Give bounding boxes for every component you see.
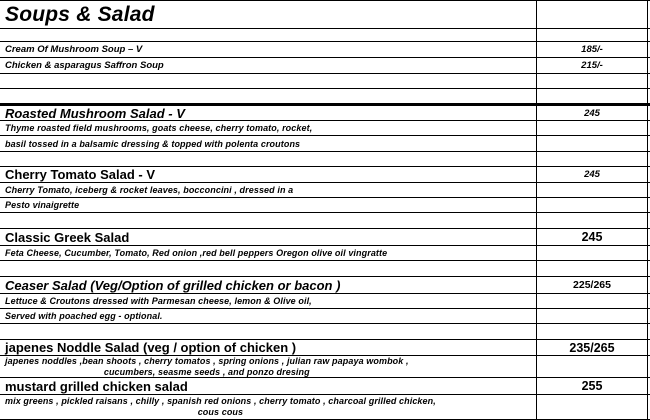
salad-description: Served with poached egg - optional. — [5, 311, 163, 321]
salad-name: Cherry Tomato Salad - V — [5, 167, 156, 182]
soup-row — [0, 42, 650, 58]
spacer-row — [0, 29, 650, 42]
salad-description: cucumbers, seasme seeds , and ponzo dresing — [103, 366, 310, 377]
soup-price: 215/- — [581, 60, 603, 71]
salad-description: basil tossed in a balsamic dressing & topped with polenta croutons — [5, 138, 301, 149]
soup-row — [0, 58, 650, 74]
salad-title-row — [0, 104, 650, 121]
section-title: Soups & Salad — [5, 2, 155, 26]
soup-name: Cream Of Mushroom Soup – V — [5, 44, 143, 55]
spacer-row — [0, 213, 650, 229]
spacer-row — [0, 152, 650, 167]
salad-price: 235/265 — [569, 340, 615, 355]
salad-name: Classic Greek Salad — [5, 229, 130, 245]
salad-name: Ceaser Salad (Veg/Option of grilled chicken or bacon ) — [5, 277, 341, 293]
salad-price: 245 — [584, 169, 600, 180]
salad-price: 225/265 — [573, 279, 611, 291]
salad-title-row — [0, 167, 650, 183]
salad-description: Lettuce & Croutons dressed with Parmesan cheese, lemon & Olive oil, — [5, 296, 312, 306]
salad-price: 245 — [581, 230, 603, 244]
salad-desc-row — [0, 246, 650, 261]
soup-price: 185/- — [581, 44, 603, 55]
salad-desc-row — [0, 136, 650, 152]
soup-name: Chicken & asparagus Saffron Soup — [5, 60, 164, 71]
salad-title-row — [0, 340, 650, 356]
salad-name: Roasted Mushroom Salad - V — [5, 106, 185, 120]
salad-description: Feta Cheese, Cucumber, Tomato, Red onion ,red bell peppers Oregon olive oil vingratte — [5, 248, 388, 258]
salad-desc-row — [0, 356, 650, 378]
spacer-row — [0, 261, 650, 277]
spacer-row — [0, 74, 650, 89]
title-row — [0, 0, 650, 29]
salad-desc-row — [0, 395, 650, 420]
salad-description: Pesto vinaigrette — [5, 200, 80, 210]
salad-desc-row — [0, 294, 650, 309]
salad-description: Thyme roasted field mushrooms, goats cheese, cherry tomato, rocket, — [5, 123, 313, 133]
salad-description: mix greens , pickled raisans , chilly , spanish red onions , cherry tomato , charcoal grilled chicken, — [5, 396, 436, 406]
salad-title-row — [0, 277, 650, 294]
spacer-row — [0, 324, 650, 340]
salad-price: 245 — [584, 107, 600, 119]
salad-price: 255 — [581, 379, 603, 393]
salad-desc-row — [0, 309, 650, 324]
salad-description-block — [5, 395, 436, 419]
salad-name: japenes Noddle Salad (veg / option of chicken ) — [5, 340, 297, 355]
salad-desc-row — [0, 183, 650, 198]
salad-name: mustard grilled chicken salad — [5, 378, 188, 394]
salad-description: cous cous — [197, 407, 244, 417]
spacer-row — [0, 89, 650, 104]
salad-description: Cherry Tomato, iceberg & rocket leaves, bocconcini , dressed in a — [5, 185, 294, 195]
salad-title-row — [0, 378, 650, 395]
salad-desc-row — [0, 198, 650, 213]
salad-desc-row — [0, 121, 650, 136]
salad-title-row — [0, 229, 650, 246]
salad-description-block — [5, 356, 409, 377]
salad-description: japenes noddles ,bean shoots , cherry tomatos , spring onions , julian raw papaya wombok , — [5, 356, 409, 366]
